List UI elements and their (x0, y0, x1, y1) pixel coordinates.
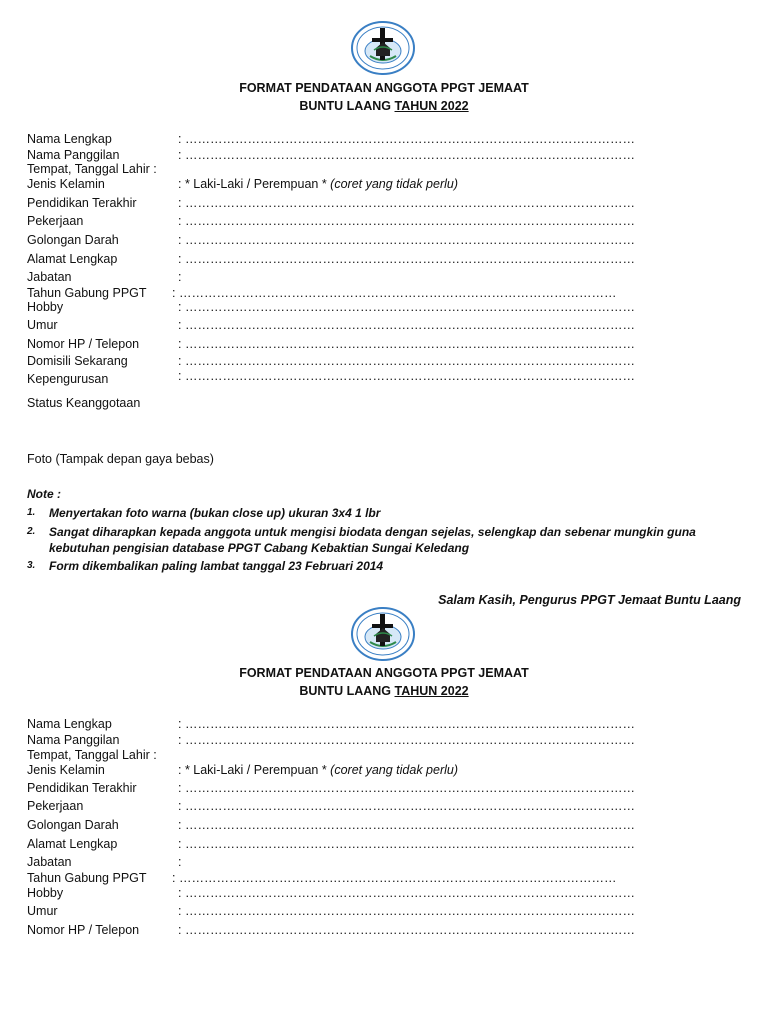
signature: Salam Kasih, Pengurus PPGT Jemaat Buntu Laang (438, 593, 741, 607)
form-title-line1: FORMAT PENDATAAN ANGGOTA PPGT JEMAAT (239, 666, 529, 680)
form-title-line2: BUNTU LAANG TAHUN 2022 (299, 99, 469, 113)
ppgt-logo-icon (350, 20, 416, 76)
ppgt-logo-icon (350, 606, 416, 662)
form-title-line2: BUNTU LAANG TAHUN 2022 (299, 684, 469, 698)
form-title-line1: FORMAT PENDATAAN ANGGOTA PPGT JEMAAT (239, 81, 529, 95)
note-heading: Note : (27, 487, 61, 501)
foto-label: Foto (Tampak depan gaya bebas) (27, 452, 214, 466)
